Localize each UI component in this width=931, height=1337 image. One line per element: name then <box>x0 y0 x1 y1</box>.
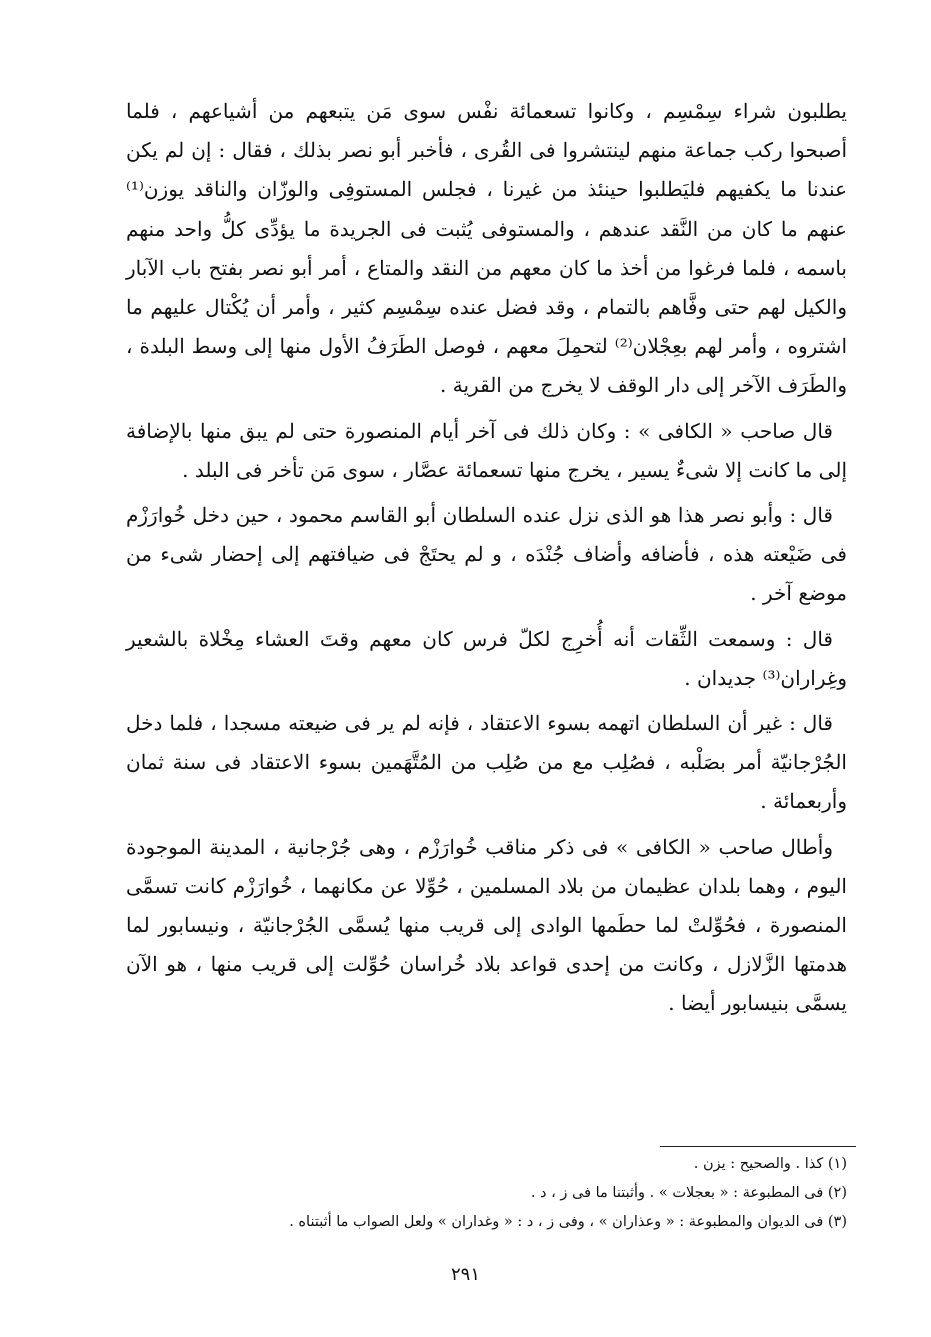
footnote-2: (٢) فى المطبوعة : « بعجلات » . وأثبتنا ما فى ز ، د . <box>530 1185 847 1201</box>
footnote-1: (١) كذا . والصحيح : يزن . <box>693 1156 847 1172</box>
footnote-3: (٣) فى الديوان والمطبوعة : « وعذاران » ، وفى ز ، د : « وغداران » ولعل الصواب ما أثبتناه . <box>289 1214 847 1230</box>
paragraph-2: قال صاحب « الكافى » : وكان ذلك فى آخر أيام المنصورة حتى لم يبق منها بالإضافة إلى ما كانت إلا شىءٌ يسير ، يخرج منها تسعمائة عصَّار ، سوى مَن تأخر فى البلد . <box>126 418 847 482</box>
paragraph-1: يطلبون شراء سِمْسِم ، وكانوا تسعمائة نفْس سوى مَن يتبعهم من أشياعهم ، فلما أصبحوا ركب جماعة منهم لينتشروا فى القُرى ، فأخبر أبو نصر بذلك ، فقال : إن لم يكن عندنا ما يكفيهم فليَطلبوا حينئذ من غيرنا ، فجلس المستوفِى والوزّان والناقد يوزن⁽¹⁾ عنهم ما كان من النَّقد عندهم ، والمستوفى يُثبت فى الجريدة ما يؤدِّى كلُّ واحد منهم باسمه ، فلما فرغوا من أخذ ما كان معهم من النقد والمتاع ، أمر أبو نصر بفتح باب الآبار والكيل لهم حتى وفَّاهم بالتمام ، وقد فضل عنده سِمْسِم كثير ، وأمر أن يُكْتال عليهم ما اشتروه ، وأمر لهم بعِجْلان⁽²⁾ لتحمِلَ معهم ، فوصل الطَرَفُ الأول منها إلى وسط البلدة ، والطَرَف الآخر إلى دار الوقف لا يخرج من القرية . <box>126 99 847 398</box>
page-number: ٢٩١ <box>450 1264 480 1285</box>
main-text <box>126 92 847 1030</box>
paragraph-4: قال : وسمعت الثِّقات أنه أُخرِج لكلّ فرس كان معهم وقتَ العشاء مِخْلاة بالشعير وغِراران⁽³⁾ جديدان . <box>126 626 847 690</box>
footnotes <box>200 1150 847 1237</box>
paragraph-3: قال : وأبو نصر هذا هو الذى نزل عنده السلطان أبو القاسم محمود ، حين دخل خُوارَزْم فى ضَيْعته هذه ، فأضافه وأضاف جُنْدَه ، و لم يحتَجْ فى ضيافتهم إلى إحضار شىء من موضع آخر . <box>126 503 847 606</box>
paragraph-5: قال : غير أن السلطان اتهمه بسوء الاعتقاد ، فإنه لم ير فى ضيعته مسجدا ، فلما دخل الجُرْجانيّة أمر بصَلْبه ، فصُلِب مع من صُلِب من المُتَّهَمين بسوء الاعتقاد فى سنة ثمان وأربعمائة . <box>126 711 847 814</box>
footnote-divider <box>660 1146 856 1147</box>
paragraph-6: وأطال صاحب « الكافى » فى ذكر مناقب خُوارَزْم ، وهى جُرْجانية ، المدينة الموجودة اليوم ، وهما بلدان عظيمان من بلاد المسلمين ، حُوِّلا عن مكانهما ، خُوارَزْم كانت تسمَّى المنصورة ، فحُوِّلتْ لما حطَمها الوادى إلى قريب منها يُسمَّى الجُرْجانيّة ، ونيسابور لما هدمتها الزَّلازل ، وكانت من إحدى قواعد بلاد خُراسان حُوِّلت إلى قريب منها ، هو الآن يسمَّى بنيسابور أيضا . <box>126 834 847 1016</box>
